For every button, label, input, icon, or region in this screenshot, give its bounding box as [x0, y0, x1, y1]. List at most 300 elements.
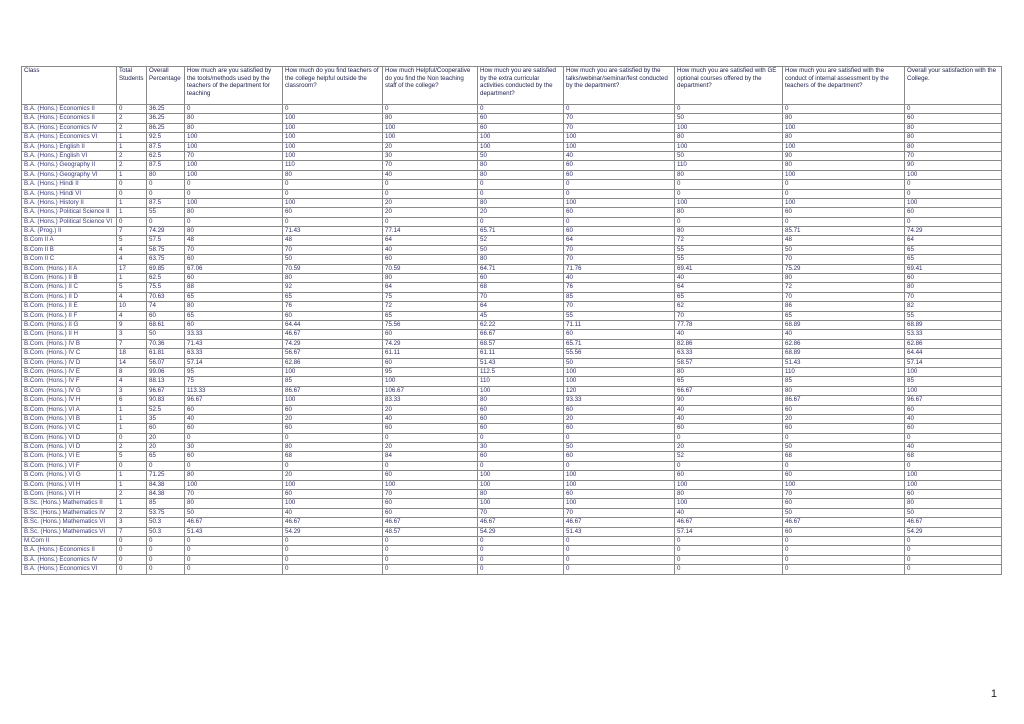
value-cell: 5 [117, 236, 147, 245]
value-cell: 74.29 [147, 227, 185, 236]
class-cell: B.Com. (Hons.) VI H [22, 490, 117, 499]
value-cell: 60 [783, 499, 905, 508]
value-cell: 61.11 [383, 349, 478, 358]
value-cell: 56.67 [283, 349, 383, 358]
table-row [22, 123, 1002, 132]
value-cell: 0 [117, 189, 147, 198]
value-cell: 0 [675, 461, 783, 470]
value-cell: 60 [564, 490, 675, 499]
value-cell: 80 [283, 274, 383, 283]
value-cell: 0 [675, 546, 783, 555]
column-header: Overall Percentage [147, 67, 185, 105]
value-cell: 60 [564, 161, 675, 170]
value-cell: 100 [675, 123, 783, 132]
value-cell: 80 [675, 490, 783, 499]
class-cell: B.Com. (Hons.) IV D [22, 358, 117, 367]
value-cell: 4 [117, 245, 147, 254]
value-cell: 65.71 [564, 339, 675, 348]
table-row [22, 396, 1002, 405]
value-cell: 60 [564, 452, 675, 461]
class-cell: B.Com. (Hons.) II A [22, 264, 117, 273]
value-cell: 100 [564, 499, 675, 508]
value-cell: 0 [283, 546, 383, 555]
value-cell: 84.38 [147, 490, 185, 499]
value-cell: 72 [675, 236, 783, 245]
value-cell: 0 [185, 555, 283, 564]
value-cell: 20 [383, 405, 478, 414]
value-cell: 62.22 [478, 320, 564, 329]
value-cell: 0 [117, 461, 147, 470]
value-cell: 5 [117, 283, 147, 292]
value-cell: 7 [117, 227, 147, 236]
class-cell: B.Com. (Hons.) II C [22, 283, 117, 292]
value-cell: 80 [185, 499, 283, 508]
value-cell: 50 [147, 330, 185, 339]
table-row [22, 405, 1002, 414]
value-cell: 70.36 [147, 339, 185, 348]
value-cell: 75.5 [147, 283, 185, 292]
value-cell: 77.14 [383, 227, 478, 236]
value-cell: 0 [905, 555, 1002, 564]
table-row [22, 114, 1002, 123]
table-row [22, 433, 1002, 442]
value-cell: 0 [564, 217, 675, 226]
value-cell: 0 [564, 555, 675, 564]
value-cell: 70.63 [147, 292, 185, 301]
value-cell: 1 [117, 198, 147, 207]
value-cell: 0 [905, 189, 1002, 198]
value-cell: 110 [283, 161, 383, 170]
value-cell: 20 [147, 433, 185, 442]
value-cell: 0 [564, 105, 675, 114]
value-cell: 60 [905, 405, 1002, 414]
class-cell: B.Com. (Hons.) VI F [22, 461, 117, 470]
value-cell: 0 [783, 461, 905, 470]
value-cell: 69.85 [147, 264, 185, 273]
value-cell: 60 [383, 330, 478, 339]
value-cell: 70 [675, 311, 783, 320]
value-cell: 8 [117, 367, 147, 376]
class-cell: B.Com. (Hons.) IV F [22, 377, 117, 386]
value-cell: 1 [117, 480, 147, 489]
value-cell: 0 [675, 536, 783, 545]
value-cell: 86.67 [283, 386, 383, 395]
value-cell: 70 [783, 292, 905, 301]
value-cell: 0 [783, 536, 905, 545]
class-cell: B.A. (Hons.) Economics VI [22, 133, 117, 142]
value-cell: 1 [117, 471, 147, 480]
value-cell: 60 [283, 208, 383, 217]
value-cell: 112.5 [478, 367, 564, 376]
value-cell: 62.5 [147, 274, 185, 283]
value-cell: 0 [675, 433, 783, 442]
value-cell: 100 [383, 377, 478, 386]
value-cell: 57.14 [905, 358, 1002, 367]
value-cell: 0 [783, 217, 905, 226]
class-cell: B.A. (Hons.) English II [22, 142, 117, 151]
table-row [22, 170, 1002, 179]
value-cell: 60 [783, 527, 905, 536]
table-row [22, 424, 1002, 433]
value-cell: 20 [283, 414, 383, 423]
value-cell: 60 [478, 414, 564, 423]
class-cell: B.A. (Prog.) II [22, 227, 117, 236]
value-cell: 0 [283, 180, 383, 189]
value-cell: 60 [478, 274, 564, 283]
value-cell: 58.75 [147, 245, 185, 254]
value-cell: 0 [905, 217, 1002, 226]
value-cell: 92 [283, 283, 383, 292]
value-cell: 3 [117, 330, 147, 339]
value-cell: 90 [675, 396, 783, 405]
value-cell: 20 [383, 198, 478, 207]
value-cell: 83.33 [383, 396, 478, 405]
value-cell: 0 [383, 180, 478, 189]
value-cell: 40 [675, 274, 783, 283]
value-cell: 0 [905, 461, 1002, 470]
value-cell: 40 [383, 170, 478, 179]
value-cell: 2 [117, 114, 147, 123]
satisfaction-table-container [21, 66, 1001, 575]
table-row [22, 349, 1002, 358]
value-cell: 87.5 [147, 161, 185, 170]
value-cell: 60 [283, 424, 383, 433]
value-cell: 100 [283, 123, 383, 132]
value-cell: 80 [147, 170, 185, 179]
value-cell: 74.29 [383, 339, 478, 348]
value-cell: 46.67 [675, 518, 783, 527]
value-cell: 0 [383, 461, 478, 470]
value-cell: 0 [283, 217, 383, 226]
value-cell: 6 [117, 396, 147, 405]
class-cell: B.A. (Hons.) English VI [22, 151, 117, 160]
class-cell: B.Com. (Hons.) VI E [22, 452, 117, 461]
value-cell: 100 [783, 142, 905, 151]
value-cell: 50 [783, 508, 905, 517]
value-cell: 10 [117, 302, 147, 311]
table-row [22, 208, 1002, 217]
value-cell: 110 [478, 377, 564, 386]
class-cell: B.Com II C [22, 255, 117, 264]
table-row [22, 330, 1002, 339]
value-cell: 0 [117, 217, 147, 226]
value-cell: 0 [905, 105, 1002, 114]
value-cell: 65 [675, 292, 783, 301]
class-cell: B.Sc. (Hons.) Mathematics VI [22, 518, 117, 527]
value-cell: 60 [905, 208, 1002, 217]
class-cell: B.Com. (Hons.) IV C [22, 349, 117, 358]
value-cell: 60 [147, 424, 185, 433]
value-cell: 0 [675, 180, 783, 189]
table-row [22, 358, 1002, 367]
value-cell: 100 [564, 198, 675, 207]
value-cell: 100 [478, 499, 564, 508]
value-cell: 0 [783, 189, 905, 198]
value-cell: 80 [185, 123, 283, 132]
value-cell: 80 [478, 396, 564, 405]
value-cell: 60 [185, 405, 283, 414]
value-cell: 1 [117, 405, 147, 414]
column-header: Overall your satisfaction with the College. [905, 67, 1002, 105]
value-cell: 0 [383, 189, 478, 198]
table-row [22, 414, 1002, 423]
value-cell: 45 [478, 311, 564, 320]
value-cell: 60 [283, 490, 383, 499]
table-row [22, 161, 1002, 170]
value-cell: 80 [185, 208, 283, 217]
value-cell: 50 [905, 508, 1002, 517]
class-cell: B.Sc. (Hons.) Mathematics II [22, 499, 117, 508]
value-cell: 20 [675, 443, 783, 452]
value-cell: 80 [675, 227, 783, 236]
value-cell: 7 [117, 527, 147, 536]
value-cell: 0 [147, 555, 185, 564]
value-cell: 100 [478, 133, 564, 142]
value-cell: 1 [117, 142, 147, 151]
value-cell: 57.5 [147, 236, 185, 245]
table-row [22, 480, 1002, 489]
value-cell: 14 [117, 358, 147, 367]
value-cell: 65 [383, 311, 478, 320]
value-cell: 80 [478, 255, 564, 264]
value-cell: 88 [185, 283, 283, 292]
value-cell: 1 [117, 414, 147, 423]
value-cell: 99.06 [147, 367, 185, 376]
value-cell: 0 [905, 565, 1002, 574]
value-cell: 60 [564, 170, 675, 179]
value-cell: 60 [383, 508, 478, 517]
page-number: 1 [990, 688, 997, 700]
value-cell: 80 [478, 490, 564, 499]
value-cell: 70 [905, 151, 1002, 160]
value-cell: 60 [147, 311, 185, 320]
value-cell: 0 [185, 180, 283, 189]
value-cell: 50 [478, 151, 564, 160]
value-cell: 100 [383, 480, 478, 489]
value-cell: 87.5 [147, 142, 185, 151]
value-cell: 100 [283, 142, 383, 151]
value-cell: 70 [283, 245, 383, 254]
value-cell: 51.43 [478, 358, 564, 367]
value-cell: 80 [675, 367, 783, 376]
table-row [22, 527, 1002, 536]
column-header: Class [22, 67, 117, 105]
class-cell: B.A. (Hons.) Geography II [22, 161, 117, 170]
value-cell: 40 [905, 414, 1002, 423]
value-cell: 50 [783, 443, 905, 452]
table-row [22, 320, 1002, 329]
value-cell: 95 [383, 367, 478, 376]
value-cell: 0 [564, 546, 675, 555]
value-cell: 0 [783, 180, 905, 189]
table-row [22, 151, 1002, 160]
value-cell: 0 [564, 461, 675, 470]
table-row [22, 198, 1002, 207]
class-cell: B.Com. (Hons.) IV H [22, 396, 117, 405]
value-cell: 100 [905, 198, 1002, 207]
class-cell: B.Com II B [22, 245, 117, 254]
value-cell: 0 [478, 461, 564, 470]
value-cell: 70 [783, 255, 905, 264]
value-cell: 74 [147, 302, 185, 311]
value-cell: 40 [185, 414, 283, 423]
table-header [22, 67, 1002, 105]
value-cell: 46.67 [185, 518, 283, 527]
value-cell: 2 [117, 508, 147, 517]
table-row [22, 443, 1002, 452]
class-cell: B.Com. (Hons.) VI D [22, 433, 117, 442]
column-header: How much you are satisfied by the talks/webinar/seminar/fest conducted by the department? [564, 67, 675, 105]
value-cell: 68 [283, 452, 383, 461]
value-cell: 80 [383, 274, 478, 283]
value-cell: 100 [783, 198, 905, 207]
value-cell: 100 [905, 386, 1002, 395]
class-cell: B.Com. (Hons.) II D [22, 292, 117, 301]
value-cell: 55 [147, 208, 185, 217]
value-cell: 46.67 [283, 518, 383, 527]
value-cell: 0 [383, 565, 478, 574]
class-cell: B.A. (Hons.) Economics II [22, 114, 117, 123]
value-cell: 100 [383, 123, 478, 132]
value-cell: 80 [783, 274, 905, 283]
value-cell: 61.11 [478, 349, 564, 358]
value-cell: 60 [478, 424, 564, 433]
value-cell: 48 [783, 236, 905, 245]
class-cell: B.A. (Hons.) Economics II [22, 105, 117, 114]
value-cell: 68 [783, 452, 905, 461]
value-cell: 100 [185, 198, 283, 207]
value-cell: 62.86 [783, 339, 905, 348]
value-cell: 46.67 [783, 518, 905, 527]
value-cell: 70 [383, 161, 478, 170]
value-cell: 17 [117, 264, 147, 273]
value-cell: 0 [675, 105, 783, 114]
value-cell: 77.78 [675, 320, 783, 329]
value-cell: 20 [383, 142, 478, 151]
value-cell: 0 [283, 461, 383, 470]
value-cell: 100 [783, 123, 905, 132]
value-cell: 70 [564, 114, 675, 123]
value-cell: 60 [675, 471, 783, 480]
value-cell: 36.25 [147, 114, 185, 123]
value-cell: 64 [905, 236, 1002, 245]
value-cell: 100 [478, 142, 564, 151]
value-cell: 80 [675, 170, 783, 179]
value-cell: 20 [783, 414, 905, 423]
class-cell: B.A. (Hons.) Hindi VI [22, 189, 117, 198]
value-cell: 52 [675, 452, 783, 461]
value-cell: 0 [283, 565, 383, 574]
table-row [22, 452, 1002, 461]
value-cell: 100 [564, 377, 675, 386]
value-cell: 65 [185, 292, 283, 301]
value-cell: 46.67 [383, 518, 478, 527]
value-cell: 0 [478, 180, 564, 189]
value-cell: 40 [675, 508, 783, 517]
value-cell: 100 [185, 133, 283, 142]
table-row [22, 283, 1002, 292]
value-cell: 20 [564, 414, 675, 423]
value-cell: 71.76 [564, 264, 675, 273]
value-cell: 80 [185, 471, 283, 480]
value-cell: 106.67 [383, 386, 478, 395]
class-cell: B.Sc. (Hons.) Mathematics IV [22, 508, 117, 517]
value-cell: 60 [283, 405, 383, 414]
value-cell: 40 [783, 330, 905, 339]
value-cell: 100 [283, 198, 383, 207]
value-cell: 0 [283, 189, 383, 198]
value-cell: 0 [905, 433, 1002, 442]
value-cell: 51.43 [783, 358, 905, 367]
value-cell: 90 [783, 151, 905, 160]
value-cell: 40 [564, 274, 675, 283]
value-cell: 0 [147, 461, 185, 470]
value-cell: 46.67 [564, 518, 675, 527]
value-cell: 86 [783, 302, 905, 311]
column-header: How much do you find teachers of the college helpful outside the classroom? [283, 67, 383, 105]
table-row [22, 274, 1002, 283]
value-cell: 71.43 [283, 227, 383, 236]
value-cell: 100 [675, 499, 783, 508]
value-cell: 60 [905, 490, 1002, 499]
value-cell: 85 [147, 499, 185, 508]
value-cell: 50 [564, 443, 675, 452]
value-cell: 100 [564, 367, 675, 376]
value-cell: 60 [783, 405, 905, 414]
value-cell: 40 [383, 245, 478, 254]
value-cell: 80 [905, 499, 1002, 508]
value-cell: 30 [478, 443, 564, 452]
value-cell: 60 [478, 405, 564, 414]
value-cell: 100 [185, 480, 283, 489]
class-cell: B.Com. (Hons.) II H [22, 330, 117, 339]
value-cell: 80 [905, 123, 1002, 132]
value-cell: 40 [675, 414, 783, 423]
value-cell: 52 [478, 236, 564, 245]
value-cell: 50.3 [147, 527, 185, 536]
value-cell: 35 [147, 414, 185, 423]
value-cell: 96.67 [147, 386, 185, 395]
table-row [22, 377, 1002, 386]
value-cell: 60 [783, 471, 905, 480]
value-cell: 53.75 [147, 508, 185, 517]
value-cell: 50 [478, 245, 564, 254]
value-cell: 80 [783, 386, 905, 395]
value-cell: 64 [383, 236, 478, 245]
value-cell: 55 [675, 245, 783, 254]
value-cell: 65 [675, 377, 783, 386]
value-cell: 75 [383, 292, 478, 301]
value-cell: 57.14 [675, 527, 783, 536]
value-cell: 80 [383, 114, 478, 123]
value-cell: 60 [564, 424, 675, 433]
value-cell: 33.33 [185, 330, 283, 339]
value-cell: 64 [564, 236, 675, 245]
value-cell: 52.5 [147, 405, 185, 414]
value-cell: 82.86 [675, 339, 783, 348]
value-cell: 0 [564, 433, 675, 442]
value-cell: 0 [564, 180, 675, 189]
value-cell: 60 [905, 274, 1002, 283]
value-cell: 100 [905, 471, 1002, 480]
value-cell: 85 [905, 377, 1002, 386]
value-cell: 64.71 [478, 264, 564, 273]
value-cell: 65 [147, 452, 185, 461]
value-cell: 0 [675, 189, 783, 198]
value-cell: 54.29 [478, 527, 564, 536]
class-cell: B.A. (Hons.) History II [22, 198, 117, 207]
value-cell: 70 [564, 508, 675, 517]
